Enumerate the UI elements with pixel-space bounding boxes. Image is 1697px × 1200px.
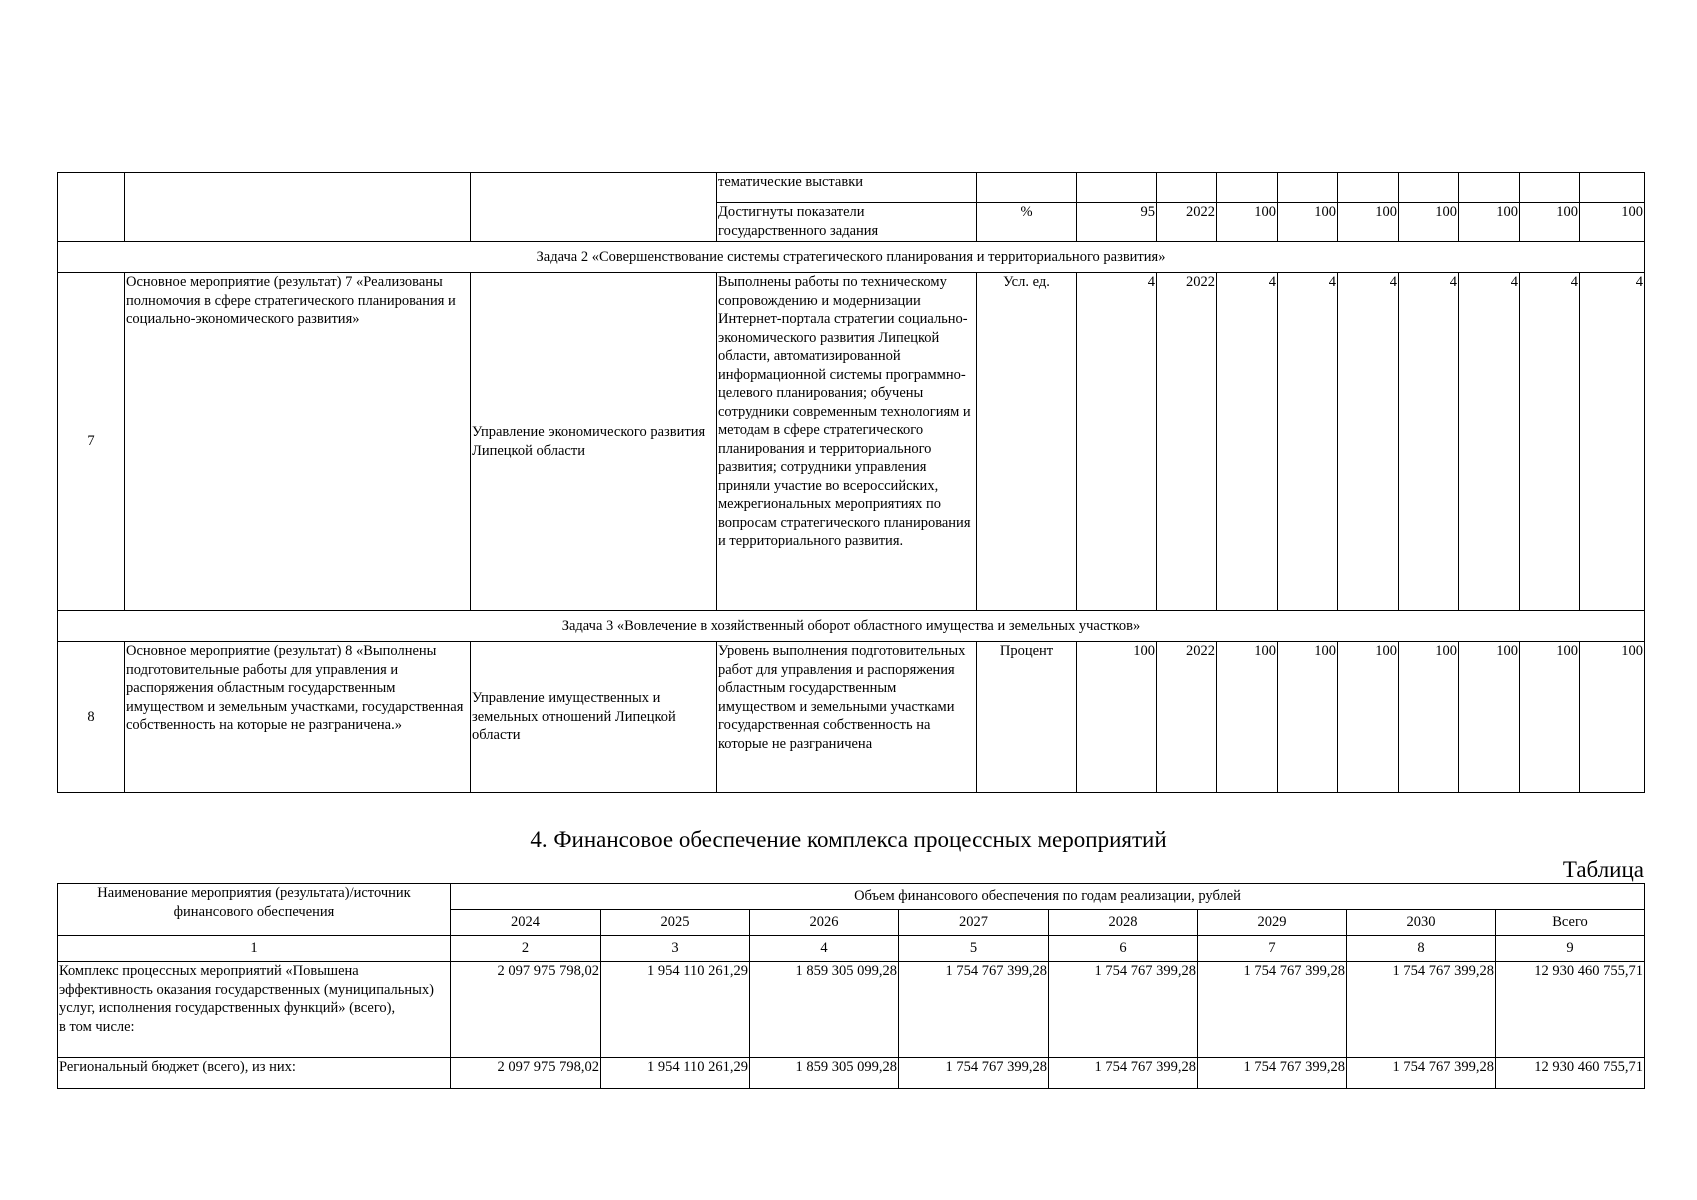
col-number: 2 — [451, 936, 601, 962]
cell-result: Достигнуты показатели государственного задания — [717, 203, 977, 242]
cell-amount: 1 754 767 399,28 — [1347, 962, 1496, 1058]
table-row — [58, 273, 1645, 611]
year-header: 2027 — [899, 910, 1049, 936]
col-number: 3 — [601, 936, 750, 962]
cell-unit: % — [977, 203, 1077, 242]
cell-value: 4 — [1217, 273, 1278, 611]
cell-amount: 1 859 305 099,28 — [750, 962, 899, 1058]
task-row — [58, 242, 1645, 273]
col-number: 8 — [1347, 936, 1496, 962]
cell-year: 2022 — [1157, 642, 1217, 793]
cell-result: Уровень выполнения подготовительных работ для управления и распоряжения областным государственным имуществом и земельными участками государственная собственность на которые не разграничена — [717, 642, 977, 793]
cell-year: 2022 — [1157, 273, 1217, 611]
col-number: 7 — [1198, 936, 1347, 962]
task-2-heading: Задача 2 «Совершенствование системы стратегического планирования и территориального развития» — [58, 242, 1645, 273]
year-header: 2024 — [451, 910, 601, 936]
cell-value: 4 — [1278, 273, 1338, 611]
financing-table — [57, 883, 1645, 1089]
cell-value: 100 — [1520, 642, 1580, 793]
cell-value: 100 — [1459, 203, 1520, 242]
cell-responsible: Управление имущественных и земельных отношений Липецкой области — [471, 642, 717, 793]
cell-amount: 2 097 975 798,02 — [451, 962, 601, 1058]
col-name-header: Наименование мероприятия (результата)/источник финансового обеспечения — [58, 884, 451, 936]
year-header: 2028 — [1049, 910, 1198, 936]
year-header: Всего — [1496, 910, 1645, 936]
cell-responsible: Управление экономического развития Липецкой области — [471, 273, 717, 611]
cell-value: 4 — [1580, 273, 1645, 611]
cell-value: 100 — [1580, 642, 1645, 793]
header-row — [58, 884, 1645, 910]
cell-responsible — [471, 173, 717, 242]
cell-amount: 1 754 767 399,28 — [1198, 1058, 1347, 1089]
year-header: 2026 — [750, 910, 899, 936]
cell-value: 100 — [1338, 203, 1399, 242]
year-header: 2029 — [1198, 910, 1347, 936]
cell-amount: 12 930 460 755,71 — [1496, 962, 1645, 1058]
cell-amount: 1 754 767 399,28 — [1347, 1058, 1496, 1089]
col-number: 1 — [58, 936, 451, 962]
table-row — [58, 962, 1645, 1058]
cell-base: 4 — [1077, 273, 1157, 611]
cell-amount: 1 754 767 399,28 — [1049, 1058, 1198, 1089]
cell-num: 8 — [58, 642, 125, 793]
cell-name: Основное мероприятие (результат) 8 «Выполнены подготовительные работы для управления и распоряжения областным государственным имуществом и земельным участками, государственная собственность на которые не разграничена.» — [125, 642, 471, 793]
cell-unit: Усл. ед. — [977, 273, 1077, 611]
cell-amount: 12 930 460 755,71 — [1496, 1058, 1645, 1089]
section-title: 4. Финансовое обеспечение комплекса процессных мероприятий — [530, 827, 1167, 852]
cell-value: 4 — [1338, 273, 1399, 611]
col-number: 6 — [1049, 936, 1198, 962]
volume-header: Объем финансового обеспечения по годам реализации, рублей — [451, 884, 1645, 910]
col-number-row — [58, 936, 1645, 962]
cell-value: 4 — [1459, 273, 1520, 611]
cell-unit: Процент — [977, 642, 1077, 793]
task-row — [58, 611, 1645, 642]
table-row — [58, 1058, 1645, 1089]
cell-value: 100 — [1399, 642, 1459, 793]
cell-base: 95 — [1077, 203, 1157, 242]
cell-result: тематические выставки — [717, 173, 977, 203]
cell-num: 7 — [58, 273, 125, 611]
cell-base: 100 — [1077, 642, 1157, 793]
cell-amount: 1 954 110 261,29 — [601, 962, 750, 1058]
cell-value: 100 — [1217, 203, 1278, 242]
cell-value: 4 — [1520, 273, 1580, 611]
cell-amount: 1 754 767 399,28 — [1049, 962, 1198, 1058]
cell-amount: 1 954 110 261,29 — [601, 1058, 750, 1089]
cell-value: 100 — [1278, 203, 1338, 242]
cell-amount: 2 097 975 798,02 — [451, 1058, 601, 1089]
cell-amount: 1 754 767 399,28 — [899, 1058, 1049, 1089]
table-label: Таблица — [1562, 857, 1644, 882]
task-3-heading: Задача 3 «Вовлечение в хозяйственный оборот областного имущества и земельных участков» — [58, 611, 1645, 642]
cell-name — [125, 173, 471, 242]
year-header: 2025 — [601, 910, 750, 936]
cell-value: 100 — [1338, 642, 1399, 793]
col-number: 4 — [750, 936, 899, 962]
cell-value: 4 — [1399, 273, 1459, 611]
cell-value: 100 — [1580, 203, 1645, 242]
cell-result: Выполнены работы по техническому сопровождению и модернизации Интернет-портала стратегии социально-экономического развития Липецкой области, автоматизированной информационной системы программно-целевого планирования; обучены сотрудники современным технологиям и методам в сфере стратегического планирования и территориального развития; сотрудники управления приняли участие во всероссийских, межрегиональных мероприятиях по вопросам стратегического планирования и территориального развития. — [717, 273, 977, 611]
cell-value: 100 — [1520, 203, 1580, 242]
year-header: 2030 — [1347, 910, 1496, 936]
cell-amount: 1 754 767 399,28 — [899, 962, 1049, 1058]
cell-amount: 1 754 767 399,28 — [1198, 962, 1347, 1058]
indicators-table — [57, 172, 1645, 793]
cell-value: 100 — [1399, 203, 1459, 242]
cell-value: 100 — [1278, 642, 1338, 793]
cell-num — [58, 173, 125, 242]
table-row — [58, 173, 1645, 203]
row-name: Региональный бюджет (всего), из них: — [58, 1058, 451, 1089]
cell-value: 100 — [1217, 642, 1278, 793]
col-number: 9 — [1496, 936, 1645, 962]
row-name: Комплекс процессных мероприятий «Повышена эффективность оказания государственных (муниципальных) услуг, исполнения государственных функций» (всего), в том числе: — [58, 962, 451, 1058]
cell-name: Основное мероприятие (результат) 7 «Реализованы полномочия в сфере стратегического планирования и социально-экономического развития» — [125, 273, 471, 611]
cell-amount: 1 859 305 099,28 — [750, 1058, 899, 1089]
cell-year: 2022 — [1157, 203, 1217, 242]
cell-value: 100 — [1459, 642, 1520, 793]
col-number: 5 — [899, 936, 1049, 962]
table-row — [58, 642, 1645, 793]
